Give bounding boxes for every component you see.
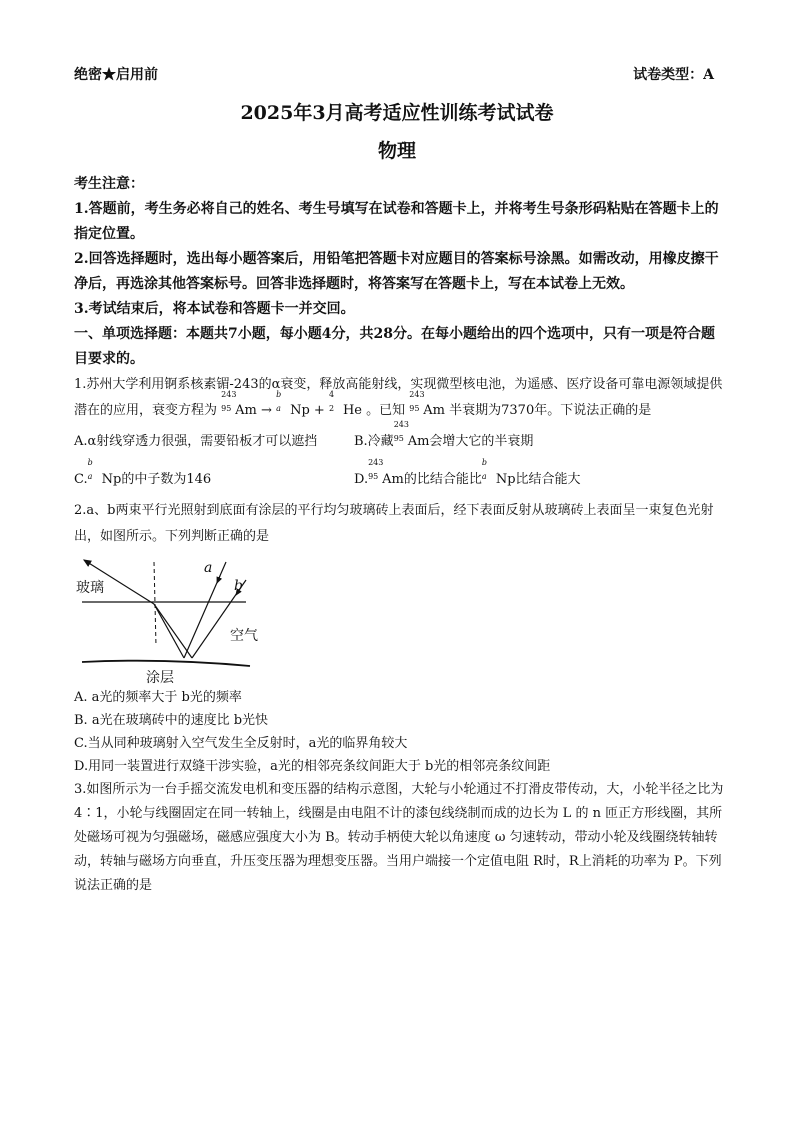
subject-title: 物理 <box>377 140 416 162</box>
question-3: 3.如图所示为一台手摇交流发电机和变压器的结构示意图，大轮与小轮通过不打滑皮带传动，大，小轮半径之比为4∶1，小轮与线圈固定在同一转轴上，线圈是由电阻不计的漆包线绕制而成的边长为 L 的 n 匝正方形线圈，其所处磁场可视为匀强磁场，磁感应强度大小为 B。转动手柄使大轮以角速度 ω 匀速转动，带动小轮及线圈绕转轴转动，转轴与磁场方向垂直，升压变压器为理想变压器。当用户端接一个定值电阻 R时，R上消耗的功率为 P。下列说法正确的是 <box>74 782 724 893</box>
notice-item-3: 3.考试结束后，将本试卷和答题卡一并交回。 <box>74 301 355 317</box>
q2-option-a: A. a光的频率大于 b光的频率 <box>74 690 242 705</box>
nuclide-am: 243 95 Am <box>221 390 257 418</box>
ray-a-reflect <box>154 604 184 658</box>
nuclide-np-c: b a Np <box>87 458 122 487</box>
notice-item-1: 1.答题前，考生务必将自己的姓名、考生号填写在试卷和答题卡上，并将考生号条形码粘贴在答题卡上的指定位置。 <box>74 201 719 242</box>
ray-a-arrow <box>217 576 220 583</box>
section-1-heading: 一、单项选择题：本题共7小题，每小题4分，共28分。在每小题给出的四个选项中，只有一项是符合题目要求的。 <box>74 326 715 367</box>
q1-text-b: 。已知 <box>366 403 406 418</box>
q1-option-d: D. 243 95 Am的比结合能比 b a Np比结合能大 <box>354 466 581 494</box>
nuclide-he: 4 2 He <box>328 390 362 418</box>
notice-heading: 考生注意： <box>74 176 144 192</box>
label-b: b <box>234 578 243 594</box>
plus: + <box>313 403 325 418</box>
exam-title: 2025年3月高考适应性训练考试试卷 <box>240 102 554 124</box>
q1-option-b: B.冷藏 243 95 Am会增大它的半衰期 <box>354 428 533 456</box>
q1-text-a: 1.苏州大学利用锕系核素镅-243的α衰变，释放高能射线，实现微型核电池，为遥感、医疗设备可靠电源领域提供潜在的应用，衰变方程为 <box>74 377 723 418</box>
question-2: 2.a、b两束平行光照射到底面有涂层的平行均匀玻璃砖上表面后，经下表面反射从玻璃砖上表面呈一束复色光射出，如图所示。下列判断正确的是 <box>74 503 714 544</box>
nuclide-np-d: b a Np <box>481 458 516 487</box>
q1-option-a: A.α射线穿透力很强，需要铅板才可以遮挡 <box>74 434 318 449</box>
q2-option-b: B. a光在玻璃砖中的速度比 b光快 <box>74 713 269 728</box>
arrow: → <box>261 403 272 418</box>
nuclide-np: b a Np <box>276 390 310 418</box>
q1-options-row-2 <box>74 458 724 494</box>
label-glass: 玻璃 <box>76 580 104 596</box>
exam-content <box>74 172 724 898</box>
notice-item-2: 2.回答选择题时，选出每小题答案后，用铅笔把答题卡对应题目的答案标号涂黑。如需改动，用橡皮擦干净后，再选涂其他答案标号。回答非选择题时，将答案写在答题卡上，写在本试卷上无效。 <box>74 251 719 292</box>
q2-figure <box>74 554 274 686</box>
q2-option-d: D.用同一装置进行双缝干涉实验，a光的相邻亮条纹间距大于 b光的相邻亮条纹间距 <box>74 759 551 774</box>
confidential-mark: 绝密★启用前 <box>74 67 158 83</box>
label-air: 空气 <box>230 628 258 644</box>
label-a: a <box>204 560 213 576</box>
q1-option-c: C. b a Np的中子数为146 <box>74 466 354 494</box>
glass-diagram <box>74 554 274 686</box>
nuclide-am-b: 243 95 Am <box>393 420 430 449</box>
nuclide-am-2: 243 95 Am <box>409 390 445 418</box>
paper-type: 试卷类型：A <box>633 67 714 83</box>
q2-option-c: C.当从同种玻璃射入空气发生全反射时，a光的临界角较大 <box>74 736 408 751</box>
q1-options-row-1 <box>74 420 724 456</box>
label-coating: 涂层 <box>146 670 174 686</box>
ray-b-reflect <box>154 604 192 658</box>
nuclide-am-d: 243 95 Am <box>368 458 404 487</box>
question-1 <box>74 372 724 424</box>
q1-text-c: 半衰期为7370年。下说法正确的是 <box>449 403 652 418</box>
